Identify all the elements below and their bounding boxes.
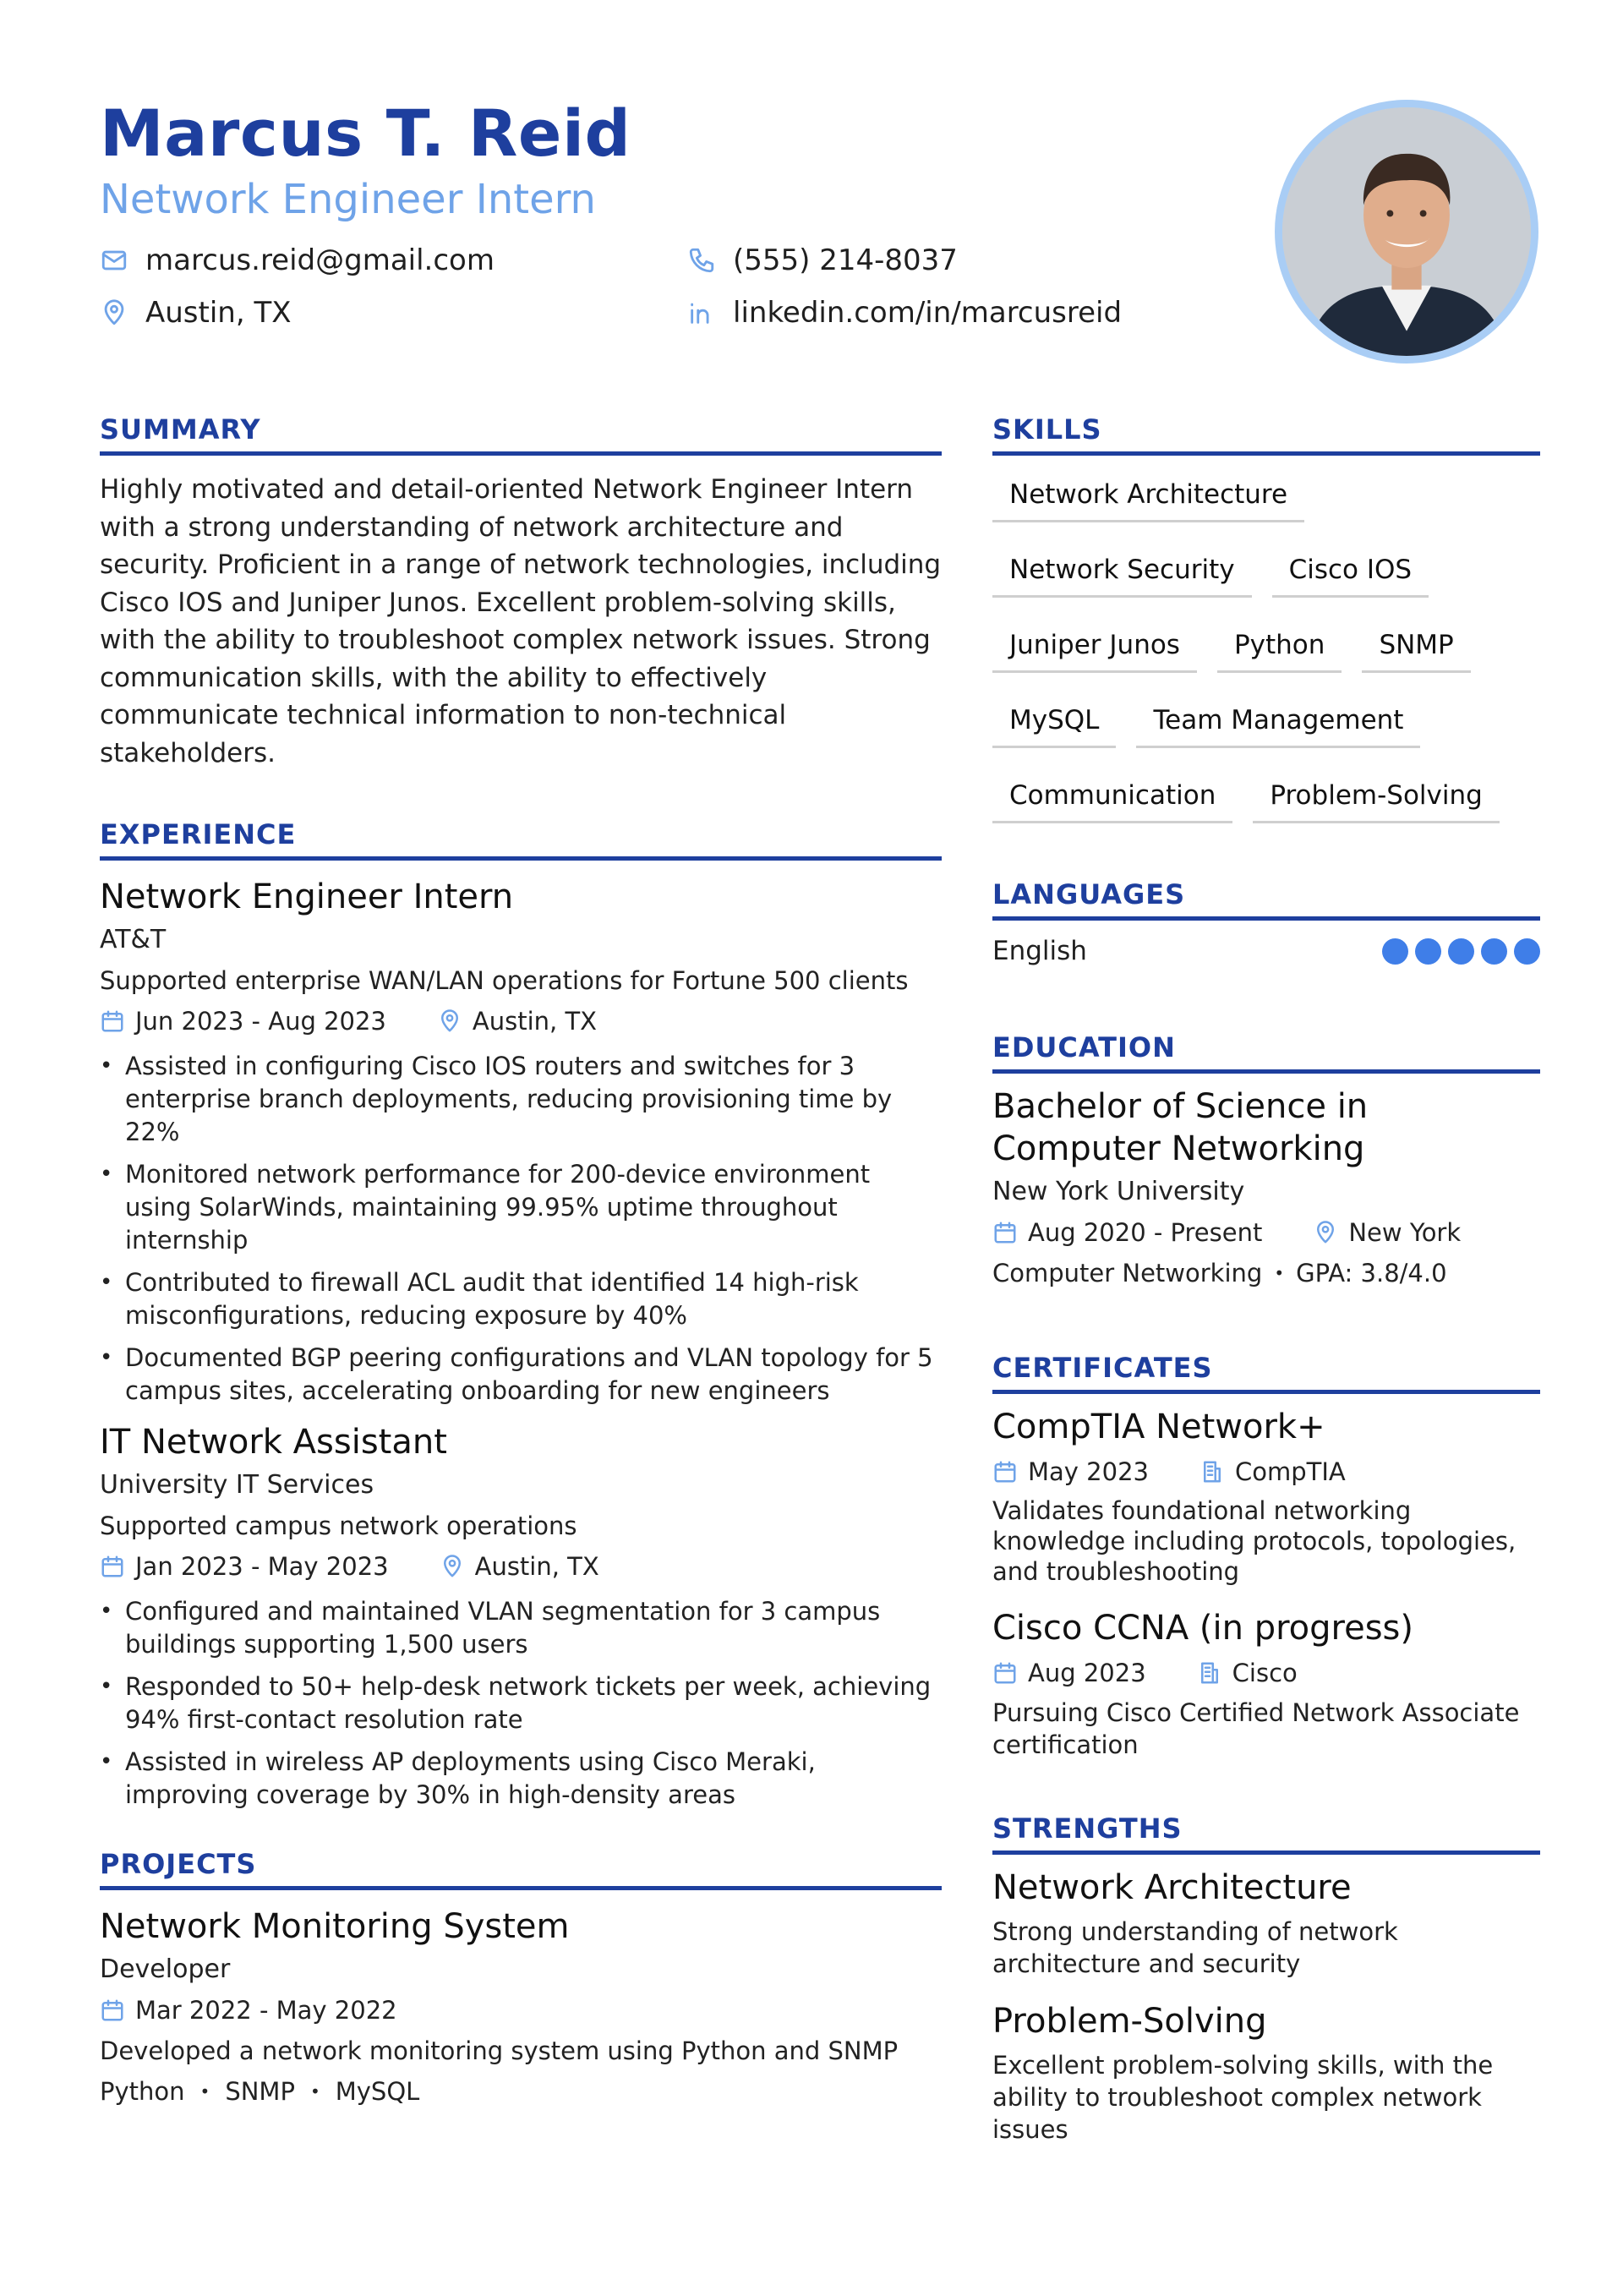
language-row xyxy=(992,934,1540,968)
degree-title: Bachelor of Science in Computer Networking xyxy=(992,1087,1369,1168)
skill-tag: Network Security xyxy=(992,546,1252,598)
job-meta xyxy=(100,1004,942,1038)
project-dates: Mar 2022 - May 2022 xyxy=(135,1996,397,2025)
certificate-issuer: Cisco xyxy=(1232,1659,1298,1687)
skills-title: SKILLS xyxy=(992,413,1540,456)
summary-section xyxy=(100,413,942,772)
certificate-entry xyxy=(992,1406,1540,1587)
strength-entry xyxy=(992,2000,1540,2146)
tech-tag: Python xyxy=(100,2077,185,2106)
profile-photo xyxy=(1275,100,1538,364)
list-item: • Assisted in configuring Cisco IOS routers and switches for 3 enterprise branch deployments, reducing provisioning time by 22% xyxy=(100,1050,942,1149)
education-meta xyxy=(992,1216,1540,1249)
header xyxy=(100,95,1266,330)
skill-tag: Communication xyxy=(992,772,1232,823)
skill-tag: Team Management xyxy=(1136,697,1420,748)
project-meta xyxy=(100,1993,942,2027)
left-column xyxy=(100,413,942,2108)
education-field: Computer Networking xyxy=(992,1259,1263,1287)
candidate-name: Marcus T. Reid xyxy=(100,96,631,171)
calendar-icon xyxy=(992,1220,1018,1245)
job-dates: Jun 2023 - Aug 2023 xyxy=(135,1007,386,1036)
education-detail xyxy=(992,1256,1540,1290)
building-icon xyxy=(1197,1660,1222,1686)
list-item: • Configured and maintained VLAN segmentation for 3 campus buildings supporting 1,500 users xyxy=(100,1595,942,1661)
school-name: New York University xyxy=(992,1177,1245,1206)
contact-list xyxy=(100,243,1266,330)
job-company: AT&T xyxy=(100,925,167,954)
education-gpa: GPA: 3.8/4.0 xyxy=(1296,1259,1447,1287)
certificate-name: Cisco CCNA (in progress) xyxy=(992,1609,1413,1648)
building-icon xyxy=(1199,1459,1225,1484)
certificates-section xyxy=(992,1351,1540,1761)
skill-tag: Network Architecture xyxy=(992,471,1304,522)
job-company: University IT Services xyxy=(100,1470,374,1500)
location-pin-icon xyxy=(1313,1220,1338,1245)
list-item: • Contributed to firewall ACL audit that identified 14 high-risk misconfigurations, reducing exposure by 40% xyxy=(100,1266,942,1332)
list-item: • Assisted in wireless AP deployments using Cisco Meraki, improving coverage by 30% in high-density areas xyxy=(100,1746,942,1812)
projects-title: PROJECTS xyxy=(100,1847,942,1890)
email-text: marcus.reid@gmail.com xyxy=(145,243,495,277)
linkedin-icon xyxy=(687,298,716,327)
language-name: English xyxy=(992,936,1087,966)
certificate-meta xyxy=(992,1656,1540,1690)
tech-tag: MySQL xyxy=(335,2077,420,2106)
calendar-icon xyxy=(100,1009,125,1034)
summary-title: SUMMARY xyxy=(100,413,942,456)
rating-dot xyxy=(1382,938,1408,965)
contact-email[interactable] xyxy=(100,243,687,277)
job-title: IT Network Assistant xyxy=(100,1423,447,1462)
location-pin-icon xyxy=(440,1554,465,1579)
project-entry xyxy=(100,1905,942,2108)
rating-dot xyxy=(1415,938,1441,965)
language-rating xyxy=(1382,938,1540,965)
summary-text: Highly motivated and detail-oriented Network Engineer Intern with a strong understanding of network architecture and security. Proficient in a range of network technologies, including Cisco IOS and Juniper Junos. Excellent problem-solving skills, with the ability to troubleshoot complex network issues. Strong communication skills, with the ability to effectively communicate technical information to non-technical stakeholders. xyxy=(100,474,942,768)
job-description: Supported enterprise WAN/LAN operations for Fortune 500 clients xyxy=(100,966,909,995)
education-location: New York xyxy=(1348,1218,1462,1247)
languages-title: LANGUAGES xyxy=(992,877,1540,921)
strength-description: Strong understanding of network architecture and security xyxy=(992,1917,1398,1978)
calendar-icon xyxy=(992,1660,1018,1686)
list-item: • Monitored network performance for 200-device environment using SolarWinds, maintaining 99.95% uptime throughout internship xyxy=(100,1158,942,1257)
certificate-name: CompTIA Network+ xyxy=(992,1408,1325,1446)
strength-description: Excellent problem-solving skills, with the ability to troubleshoot complex network issues xyxy=(992,2051,1494,2144)
education-dates: Aug 2020 - Present xyxy=(1028,1218,1263,1247)
skill-tag: Juniper Junos xyxy=(992,621,1197,673)
strength-name: Problem-Solving xyxy=(992,2002,1267,2041)
candidate-role: Network Engineer Intern xyxy=(100,176,596,223)
person-portrait-icon xyxy=(1282,107,1531,356)
rating-dot xyxy=(1481,938,1507,965)
calendar-icon xyxy=(100,1998,125,2023)
separator-dot: • xyxy=(1274,1263,1285,1283)
strengths-section xyxy=(992,1812,1540,2146)
project-title: Network Monitoring System xyxy=(100,1907,570,1946)
languages-section xyxy=(992,877,1540,968)
tech-tag: SNMP xyxy=(225,2077,295,2106)
contact-linkedin[interactable] xyxy=(687,296,1194,330)
certificate-description: Pursuing Cisco Certified Network Associate certification xyxy=(992,1698,1520,1759)
projects-section xyxy=(100,1847,942,2108)
education-title: EDUCATION xyxy=(992,1030,1540,1074)
contact-phone[interactable] xyxy=(687,243,1194,277)
phone-icon xyxy=(687,246,716,275)
project-role: Developer xyxy=(100,1954,231,1984)
certificate-date: May 2023 xyxy=(1028,1457,1149,1486)
list-item: • Responded to 50+ help-desk network tickets per week, achieving 94% first-contact resolution rate xyxy=(100,1670,942,1736)
right-column xyxy=(992,413,1540,2146)
certificate-description: Validates foundational networking knowledge including protocols, topologies, and troubleshooting xyxy=(992,1496,1516,1586)
job-dates: Jan 2023 - May 2023 xyxy=(135,1552,389,1581)
certificate-issuer: CompTIA xyxy=(1234,1457,1346,1486)
location-pin-icon xyxy=(100,298,128,327)
job-entry xyxy=(100,1421,942,1812)
skill-tag: Python xyxy=(1217,621,1342,673)
calendar-icon xyxy=(992,1459,1018,1484)
project-tech xyxy=(100,2075,942,2108)
job-location: Austin, TX xyxy=(474,1552,599,1581)
project-description: Developed a network monitoring system using Python and SNMP xyxy=(100,2036,899,2065)
strength-entry xyxy=(992,1867,1540,1980)
skill-tag: MySQL xyxy=(992,697,1116,748)
linkedin-text: linkedin.com/in/marcusreid xyxy=(733,296,1123,330)
job-entry xyxy=(100,876,942,1408)
strengths-title: STRENGTHS xyxy=(992,1812,1540,1855)
education-section xyxy=(992,1030,1540,1290)
separator-dot: • xyxy=(309,2081,320,2102)
rating-dot xyxy=(1514,938,1540,965)
job-location: Austin, TX xyxy=(472,1007,598,1036)
certificate-entry xyxy=(992,1607,1540,1761)
skills-section xyxy=(992,413,1540,823)
job-bullets xyxy=(100,1050,942,1408)
separator-dot: • xyxy=(199,2081,210,2102)
mail-icon xyxy=(100,246,128,275)
phone-text: (555) 214-8037 xyxy=(733,243,958,277)
location-pin-icon xyxy=(437,1009,462,1034)
certificates-title: CERTIFICATES xyxy=(992,1351,1540,1394)
job-meta xyxy=(100,1550,942,1583)
certificate-date: Aug 2023 xyxy=(1028,1659,1146,1687)
certificate-meta xyxy=(992,1455,1540,1489)
strength-name: Network Architecture xyxy=(992,1868,1352,1907)
job-bullets xyxy=(100,1595,942,1812)
skill-tag: SNMP xyxy=(1362,621,1470,673)
calendar-icon xyxy=(100,1554,125,1579)
skills-list xyxy=(992,471,1540,823)
list-item: • Documented BGP peering configurations and VLAN topology for 5 campus sites, accelerating onboarding for new engineers xyxy=(100,1342,942,1408)
contact-location xyxy=(100,296,687,330)
experience-section xyxy=(100,817,942,1812)
experience-title: EXPERIENCE xyxy=(100,817,942,861)
job-title: Network Engineer Intern xyxy=(100,877,514,916)
job-description: Supported campus network operations xyxy=(100,1512,577,1540)
skill-tag: Problem-Solving xyxy=(1253,772,1499,823)
rating-dot xyxy=(1448,938,1474,965)
location-text: Austin, TX xyxy=(145,296,292,330)
skill-tag: Cisco IOS xyxy=(1272,546,1429,598)
